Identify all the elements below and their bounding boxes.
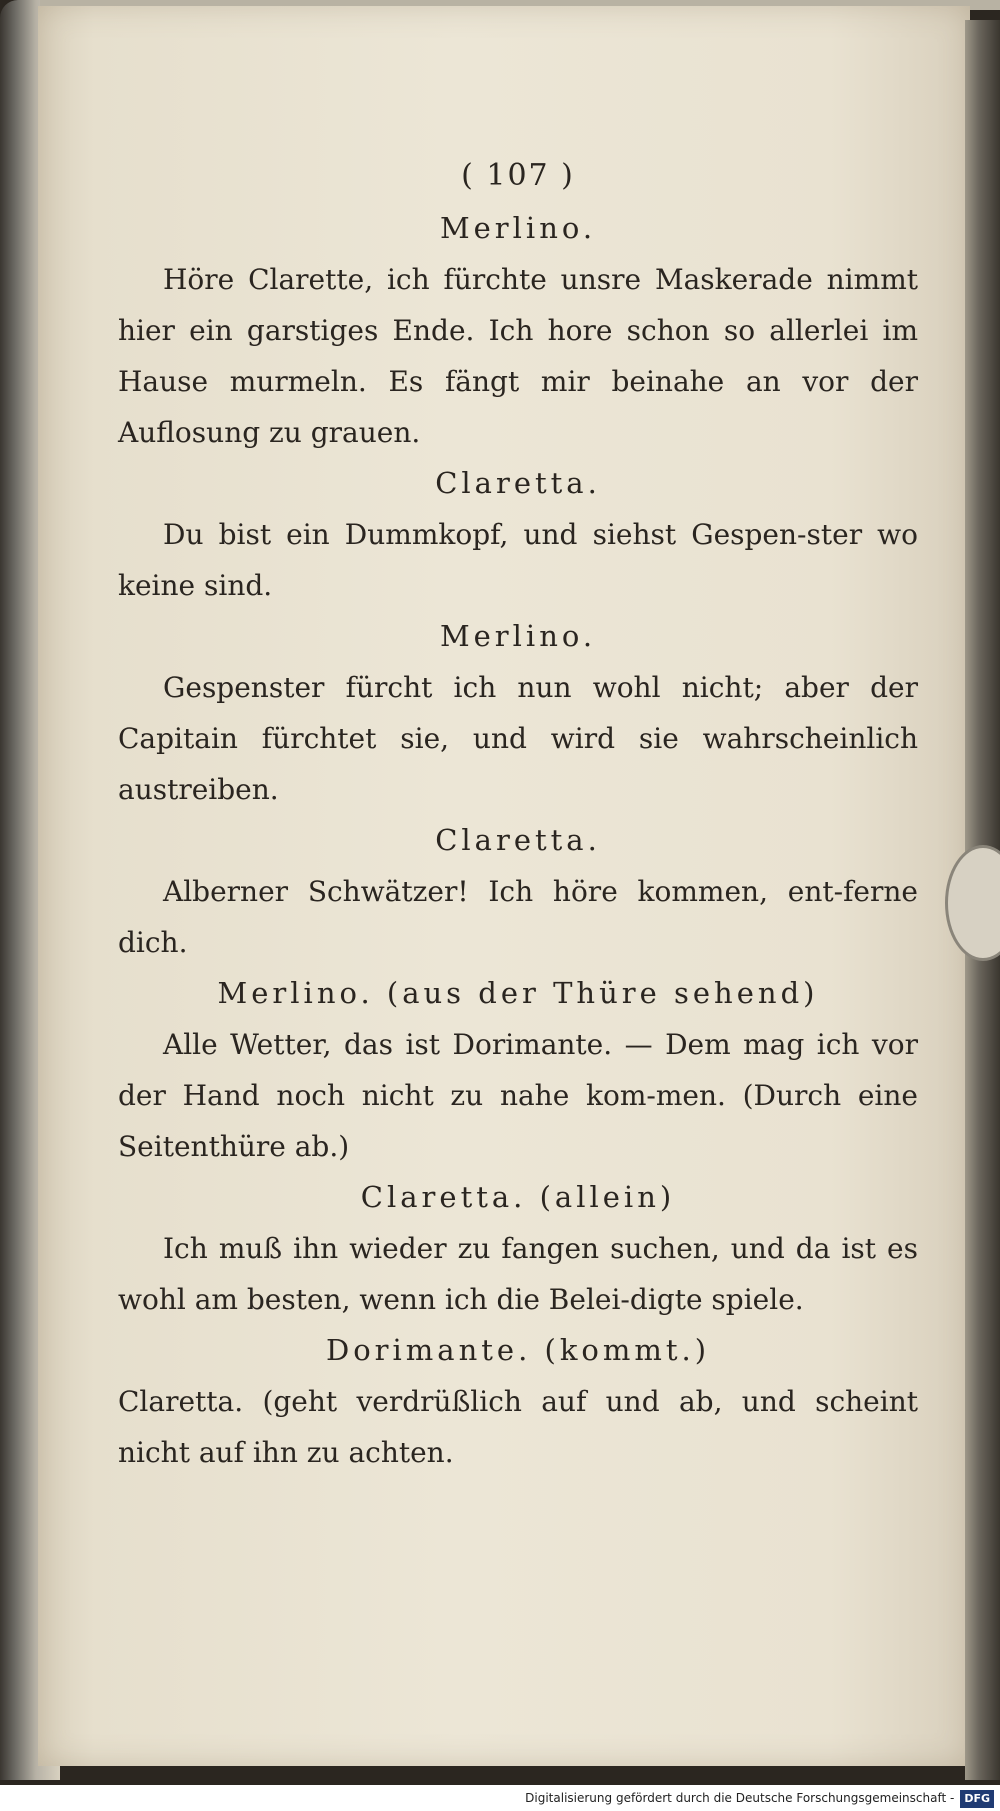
dialogue-paragraph: Ich muß ihn wieder zu fangen suchen, und da ist es wohl am besten, wenn ich die Belei-digte spiele. — [118, 1232, 918, 1316]
speaker-name: Merlino. — [439, 619, 597, 653]
dialogue-paragraph: Du bist ein Dummkopf, und siehst Gespen-ster wo keine sind. — [118, 518, 918, 602]
speaker-name: Claretta. — [435, 466, 601, 500]
dfg-logo: DFG — [960, 1790, 994, 1808]
speaker-name: Claretta. — [435, 823, 601, 857]
speaker-with-direction: Dorimante. (kommt.) — [325, 1333, 711, 1367]
stage-direction-paragraph: Claretta. (geht verdrüßlich auf und ab, und scheint nicht auf ihn zu achten. — [118, 1385, 918, 1469]
digitization-footer — [0, 1785, 1000, 1811]
page-text — [118, 150, 918, 1478]
speaker-with-direction: Claretta. (allein) — [360, 1180, 676, 1214]
dialogue-paragraph: Alberner Schwätzer! Ich höre kommen, ent-ferne dich. — [118, 875, 918, 959]
dialogue-paragraph: Alle Wetter, das ist Dorimante. — Dem mag ich vor der Hand noch nicht zu nahe kom-men. (Durch eine Seitenthüre ab.) — [118, 1028, 918, 1163]
speaker-name: Merlino. — [439, 211, 597, 245]
dialogue-paragraph: Gespenster fürcht ich nun wohl nicht; aber der Capitain fürchtet sie, und wird sie wahrscheinlich austreiben. — [118, 671, 918, 806]
dialogue-paragraph: Höre Clarette, ich fürchte unsre Maskerade nimmt hier ein garstiges Ende. Ich hore schon so allerlei im Hause murmeln. Es fängt mir beinahe an vor der Auflosung zu grauen. — [118, 263, 918, 449]
speaker-with-direction: Merlino. (aus der Thüre sehend) — [217, 976, 819, 1010]
footer-credit: Digitalisierung gefördert durch die Deutsche Forschungsgemeinschaft - — [525, 1791, 955, 1805]
page-number: ( 107 ) — [461, 158, 575, 193]
